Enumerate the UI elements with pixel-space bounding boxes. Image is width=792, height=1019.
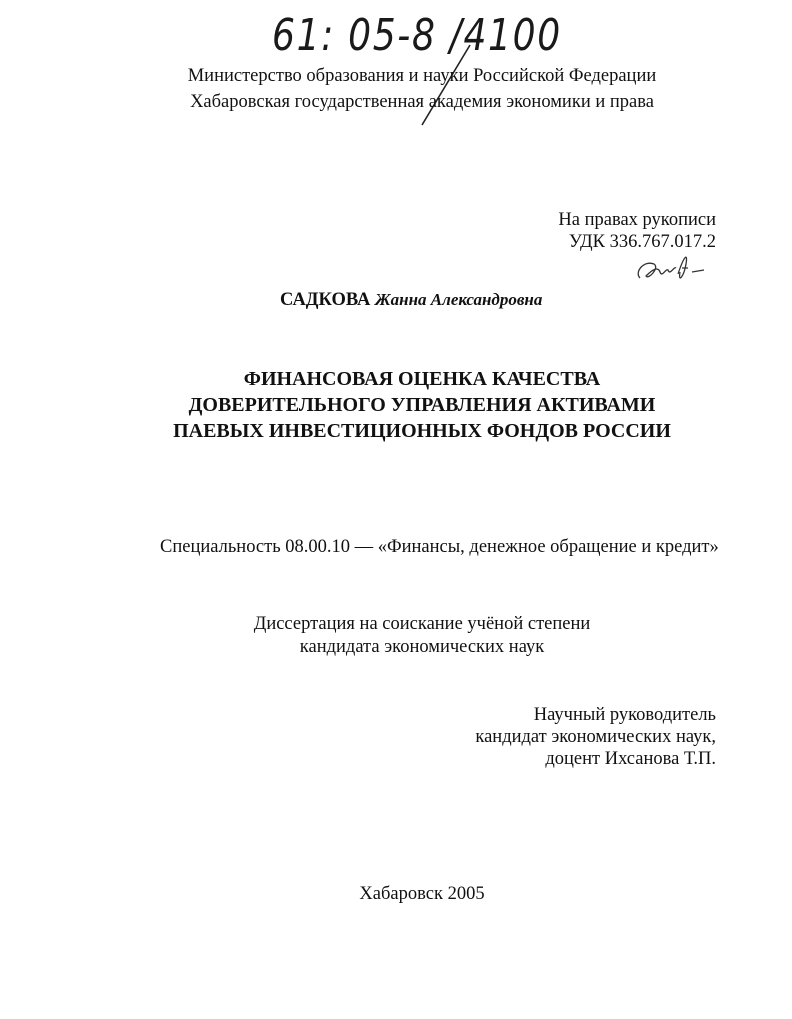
handwritten-archive-number: 61: 05-8 /4100	[272, 10, 562, 61]
author-name	[280, 289, 542, 311]
manuscript-rights: На правах рукописи	[558, 210, 716, 230]
dissertation-line-2: кандидата экономических наук	[299, 637, 545, 657]
title-line-3: ПАЕВЫХ ИНВЕСТИЦИОННЫХ ФОНДОВ РОССИИ	[173, 420, 671, 442]
author-surname: САДКОВА	[280, 290, 371, 310]
author-given-name: Жанна Александровна	[375, 290, 543, 309]
supervisor-label: Научный руководитель	[533, 705, 716, 725]
signature	[630, 250, 710, 290]
title-line-2: ДОВЕРИТЕЛЬНОГО УПРАВЛЕНИЯ АКТИВАМИ	[188, 394, 656, 416]
dissertation-line-1: Диссертация на соискание учёной степени	[253, 614, 591, 634]
ministry-line: Министерство образования и науки Российской Федерации	[187, 66, 657, 86]
academy-line: Хабаровская государственная академия экономики и права	[190, 92, 654, 112]
title-line-1: ФИНАНСОВАЯ ОЦЕНКА КАЧЕСТВА	[243, 368, 601, 390]
supervisor-degree: кандидат экономических наук,	[475, 727, 716, 747]
specialty: Специальность 08.00.10 — «Финансы, денежное обращение и кредит»	[160, 537, 719, 557]
supervisor-name: доцент Ихсанова Т.П.	[545, 749, 716, 769]
udk-code: УДК 336.767.017.2	[568, 232, 716, 252]
city-year: Хабаровск 2005	[359, 884, 485, 904]
